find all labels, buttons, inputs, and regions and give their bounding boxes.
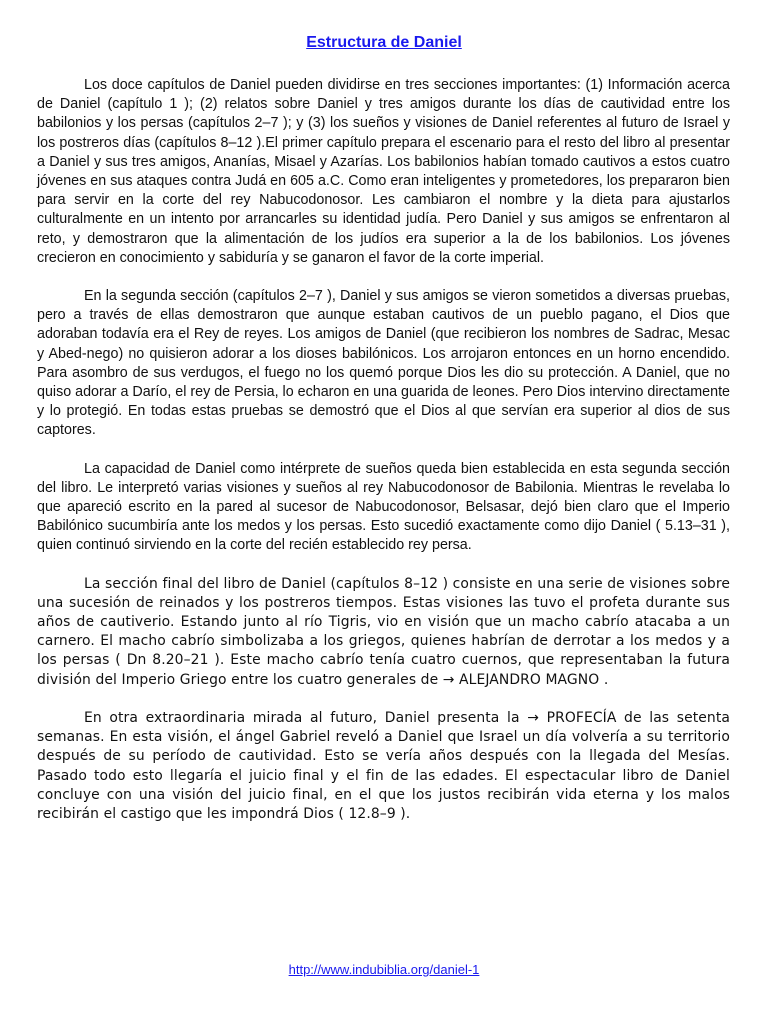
page-title[interactable]: Estructura de Daniel: [306, 34, 462, 51]
source-link[interactable]: http://www.indubiblia.org/daniel-1: [288, 962, 480, 977]
paragraph-3: La capacidad de Daniel como intérprete de sueños queda bien establecida en esta segunda sección del libro. Le interpretó varias visiones y sueños al rey Nabucodonosor de Babilonia. Mientras le revelaba lo que apareció escrito en la pared al sucesor de Nabucodonosor, Belsasar, dejó bien claro que el Imperio Babilónico sucumbiría ante los medos y los persas. Esto sucedió exactamente como dijo Daniel ( 5.13–31 ), quien continuó sirviendo en la corte del recién establecido rey persa.: [37, 460, 730, 554]
paragraph-2: En la segunda sección (capítulos 2–7 ), Daniel y sus amigos se vieron sometidos a diversas pruebas, pero a través de ellas demostraron que aunque estaban cautivos de un pueblo pagano, el Dios que adoraban todavía era el Rey de reyes. Los amigos de Daniel (que recibieron los nombres de Sadrac, Mesac y Abed-nego) no quisieron adorar a los dioses babilónicos. Los arrojaron entonces en un horno encendido. Para asombro de sus verdugos, el fuego no los quemó porque Dios les dio su protección. A Daniel, que no quiso adorar a Darío, el rey de Persia, lo echaron en una guarida de leones. Pero Dios intervino directamente y lo protegió. En todas estas pruebas se demostró que el Dios al que servían era superior al dios de sus captores.: [37, 288, 731, 439]
paragraph-1: Los doce capítulos de Daniel pueden dividirse en tres secciones importantes: (1) Información acerca de Daniel (capítulo 1 ); (2) relatos sobre Daniel y tres amigos durante los días de cautividad entre los babilonios y los persas (capítulos 2–7 ); y (3) los sueños y visiones de Daniel referentes al futuro de Israel y los postreros días (capítulos 8–12 ).El primer capítulo prepara el escenario para el resto del libro al presentar a Daniel y sus tres amigos, Ananías, Misael y Azarías. Los babilonios habían tomado cautivos a estos cuatro jóvenes en sus ataques contra Judá en 605 a.C. Como eran inteligentes y prometedores, los prepararon bien para servir en la corte del rey Nabucodonosor. Les cambiaron el nombre y la dieta para ajustarlos culturalmente en un intento por arrancarles su identidad judía. Pero Daniel y sus amigos se enfrentaron al reto, y demostraron que la alimentación de los judíos era superior a la de los babilonios. Los jóvenes crecieron en conocimiento y sabiduría y se ganaron el favor de la corte imperial.: [37, 77, 730, 266]
paragraph-5: En otra extraordinaria mirada al futuro, Daniel presenta la → PROFECÍA de las setenta semanas. En esta visión, el ángel Gabriel reveló a Daniel que Israel un día volvería a su territorio después de su período de cautividad. Esto se vería años después con la llegada del Mesías. Pasado todo esto llegaría el juicio final y el fin de las edades. El espectacular libro de Daniel concluye con una visión del juicio final, en el que los justos recibirán vida eterna y los malos recibirán el castigo que les impondrá Dios ( 12.8–9 ).: [37, 709, 730, 822]
paragraph-4: La sección final del libro de Daniel (capítulos 8–12 ) consiste en una serie de visiones sobre una sucesión de reinados y los postreros tiempos. Estas visiones las tuvo el profeta durante sus años de cautiverio. Estando junto al río Tigris, vio en visión que un macho cabrío atacaba a un carnero. El macho cabrío simbolizaba a los griegos, quienes habrían de derrotar a los medos y a los persas ( Dn 8.20–21 ). Este macho cabrío tenía cuatro cuernos, que representaban la futura división del Imperio Griego entre los cuatro generales de → ALEJANDRO MAGNO .: [37, 575, 730, 688]
document-body: [37, 76, 730, 843]
